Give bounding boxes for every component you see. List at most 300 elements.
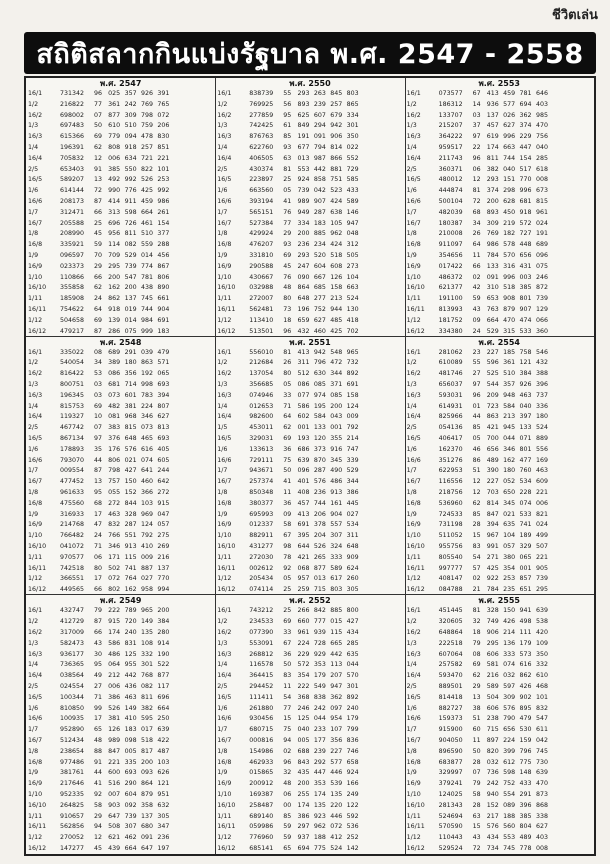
prize-number: 732 [346,359,359,367]
first-prize: 261880 [249,704,274,712]
prize-number: 79 [472,780,481,788]
prize-number: 291 [519,790,532,798]
first-prize: 211743 [438,154,463,162]
prize-number: 042 [313,187,326,195]
draw-row [406,844,593,853]
prize-number: 44 [93,456,102,464]
prize-number: 479 [519,715,532,723]
draw-row [27,283,214,294]
draw-date: 1/6 [406,704,417,712]
prize-number: 388 [535,370,548,378]
draw-row [216,456,403,467]
draw-row [216,121,403,132]
prize-number: 635 [503,521,516,529]
prize-number: 547 [124,273,137,281]
prize-number: 064 [108,661,121,669]
prize-number: 969 [140,510,153,518]
first-prize: 565151 [249,208,274,216]
prize-number: 729 [346,165,359,173]
prize-number: 246 [535,273,548,281]
first-prize: 479217 [59,327,85,335]
first-prize: 429924 [249,230,274,238]
prize-number: 12 [472,176,481,184]
prize-number: 472 [330,359,343,367]
prize-number: 221 [108,758,121,766]
prize-number: 200 [124,284,137,292]
prize-number: 81 [472,607,481,615]
prize-number: 378 [313,521,326,529]
prize-number: 865 [346,100,359,108]
first-prize: 119327 [59,413,85,421]
first-prize: 582473 [59,639,85,647]
prize-number: 685 [313,284,326,292]
draw-date: 16/8 [28,241,43,249]
prize-number: 996 [503,273,516,281]
prize-number: 831 [124,639,137,647]
first-prize: 882727 [438,704,463,712]
prize-number: 427 [346,618,359,626]
prize-number: 892 [346,370,359,378]
prize-number: 214 [346,435,359,443]
first-prize: 100935 [59,715,85,723]
prize-number: 221 [157,154,170,162]
prize-number: 571 [157,359,170,367]
prize-number: 811 [140,693,153,701]
draw-date: 16/3 [28,650,43,658]
prize-number: 71 [93,693,102,701]
prize-number: 24 [93,295,102,303]
draw-date: 16/11 [406,305,425,313]
prize-number: 498 [519,618,532,626]
draw-date: 1/2 [28,359,39,367]
prize-number: 87 [93,618,102,626]
prize-number: 510 [140,230,153,238]
first-prize: 294452 [249,682,274,690]
first-prize: 009554 [59,467,85,475]
prize-number: 24 [93,532,102,540]
prize-number: 59 [283,834,292,842]
prize-number: 334 [346,111,359,119]
draw-date: 16/8 [28,499,43,507]
prize-number: 025 [108,90,121,97]
draw-row [216,369,403,380]
prize-number: 403 [535,834,548,842]
prize-number: 246 [297,704,310,712]
draw-row [216,229,403,240]
prize-number: 59 [93,241,102,249]
prize-number: 577 [330,758,343,766]
prize-number: 929 [313,650,326,658]
prize-number: 328 [486,607,499,615]
draw-row [27,671,214,682]
prize-number: 62 [472,672,481,680]
prize-number: 332 [140,650,153,658]
prize-number: 190 [157,650,170,658]
prize-number: 85 [283,812,292,820]
prize-number: 908 [503,295,516,303]
first-prize: 268812 [249,650,274,658]
draw-row [216,89,403,100]
first-prize: 480012 [438,176,463,184]
draw-date: 16/3 [28,133,43,141]
year-panel [216,595,403,853]
prize-number: 784 [486,251,499,259]
prize-number: 526 [140,176,153,184]
prize-number: 376 [108,435,121,443]
prize-number: 939 [313,628,326,636]
prize-number: 291 [124,348,137,356]
draw-row [216,704,403,715]
prize-number: 792 [140,532,153,540]
prize-number: 346 [108,543,121,551]
prize-number: 089 [503,801,516,809]
prize-number: 550 [124,165,137,173]
prize-number: 233 [313,726,326,734]
draw-date: 16/7 [28,219,43,227]
prize-number: 752 [313,305,326,313]
prize-number: 618 [535,165,548,173]
draw-date: 16/10 [28,284,47,292]
prize-number: 507 [535,543,548,551]
prize-number: 090 [297,273,310,281]
prize-number: 68 [472,208,481,216]
prize-number: 044 [503,435,516,443]
draw-row [27,768,214,779]
prize-number: 881 [330,165,343,173]
prize-number: 427 [124,467,137,475]
prize-number: 104 [503,532,516,540]
prize-number: 193 [297,435,310,443]
prize-number: 851 [157,143,170,151]
first-prize: 731342 [59,90,85,97]
prize-number: 739 [124,812,137,820]
draw-date: 16/2 [217,628,232,636]
prize-number: 79 [93,607,102,615]
prize-number: 183 [157,327,170,335]
first-prize: 911097 [438,241,463,249]
prize-number: 125 [124,650,137,658]
prize-number: 648 [346,543,359,551]
prize-number: 546 [535,348,548,356]
draw-row [406,175,593,186]
prize-number: 663 [503,143,516,151]
draw-date: 1/7 [217,726,228,734]
prize-number: 815 [124,424,137,432]
first-prize: 444874 [438,187,463,195]
prize-number: 179 [313,672,326,680]
prize-number: 789 [124,607,137,615]
prize-number: 371 [330,381,343,389]
draw-date: 1/9 [217,251,228,259]
prize-number: 425 [330,327,343,335]
draw-row [27,208,214,219]
year-title: พ.ศ. 2554 [478,337,520,347]
draw-row [27,165,214,176]
prize-number: 257 [330,100,343,108]
prize-number: 486 [330,478,343,486]
prize-number: 135 [140,628,153,636]
prize-number: 11 [472,251,481,259]
prize-number: 148 [519,769,532,777]
draw-row [216,660,403,671]
prize-number: 445 [346,499,359,507]
draw-date: 1/7 [406,467,417,475]
prize-number: 67 [283,639,292,647]
prize-number: 424 [330,241,343,249]
draw-date: 16/9 [217,780,232,788]
draw-date: 1/10 [406,273,421,281]
prize-number: 044 [313,715,326,723]
prize-number: 426 [519,682,532,690]
prize-number: 489 [519,834,532,842]
first-prize: 012337 [249,521,274,529]
prize-number: 334 [297,219,310,227]
draw-row [406,251,593,262]
draw-date: 1/12 [28,834,43,842]
prize-number: 91 [93,758,102,766]
prize-number: 260 [346,575,359,583]
prize-number: 65 [93,726,102,734]
draw-date: 16/6 [217,715,232,723]
prize-number: 924 [346,769,359,777]
first-prize: 614144 [59,187,85,195]
draw-row [406,89,593,100]
prize-number: 647 [140,844,153,852]
prize-number: 068 [297,564,310,572]
draw-row [216,358,403,369]
prize-number: 605 [157,456,170,464]
prize-number: 169 [535,456,548,464]
prize-number: 344 [346,478,359,486]
prize-number: 69 [93,133,102,141]
prize-number: 10 [93,413,102,421]
draw-date: 16/10 [28,801,47,809]
prize-number: 757 [108,478,121,486]
draw-date: 1/12 [217,316,232,324]
first-prize: 936177 [59,650,85,658]
prize-number: 307 [330,532,343,540]
draw-row [27,833,214,844]
prize-number: 67 [472,90,481,97]
first-prize: 910657 [59,812,85,820]
prize-number: 94 [283,736,292,744]
prize-number: 377 [157,230,170,238]
prize-number: 679 [330,111,343,119]
prize-number: 641 [140,467,153,475]
prize-number: 53 [93,370,102,378]
prize-number: 77 [283,704,292,712]
prize-number: 129 [535,305,548,313]
prize-number: 814 [330,143,343,151]
prize-number: 307 [124,823,137,831]
first-prize: 562856 [59,823,85,831]
prize-number: 526 [313,543,326,551]
prize-number: 014 [140,251,153,259]
prize-number: 382 [140,704,153,712]
prize-number: 627 [157,413,170,421]
prize-number: 122 [346,801,359,809]
draw-date: 16/5 [28,435,43,443]
draw-row [216,154,403,165]
prize-number: 81 [472,187,481,195]
prize-number: 180 [503,467,516,475]
prize-number: 66 [93,586,102,594]
draw-date: 16/10 [406,543,425,551]
prize-number: 923 [313,812,326,820]
prize-number: 200 [297,780,310,788]
prize-number: 689 [535,241,548,249]
draw-row [406,316,593,327]
prize-number: 552 [346,154,359,162]
draw-date: 16/8 [217,499,232,507]
draw-date: 16/6 [217,197,232,205]
draw-date: 16/3 [28,391,43,399]
prize-number: 589 [486,682,499,690]
draw-row [216,639,403,650]
prize-number: 174 [297,801,310,809]
prize-number: 234 [313,241,326,249]
draw-row [406,714,593,725]
draw-date: 1/4 [406,143,417,151]
prize-number: 290 [124,780,137,788]
first-prize: 648864 [438,628,463,636]
draw-date: 16/5 [28,693,43,701]
draw-row [27,747,214,758]
draw-row [406,165,593,176]
first-prize: 540054 [59,359,85,367]
prize-number: 96 [283,327,292,335]
prize-number: 694 [297,844,310,852]
prize-number: 551 [124,532,137,540]
prize-number: 749 [486,618,499,626]
prize-number: 570 [503,251,516,259]
prize-number: 739 [535,575,548,583]
prize-number: 487 [157,747,170,755]
prize-number: 435 [297,769,310,777]
prize-number: 130 [346,305,359,313]
prize-number: 074 [140,456,153,464]
prize-number: 065 [157,370,170,378]
publisher-logo: ชีวิตเล่น [552,8,598,23]
first-prize: 217646 [59,780,85,788]
prize-number: 460 [313,327,326,335]
prize-number: 082 [140,682,153,690]
prize-number: 277 [313,295,326,303]
first-prize: 032988 [249,284,274,292]
prize-number: 200 [330,402,343,410]
prize-number: 174 [108,628,121,636]
prize-number: 940 [486,790,499,798]
draw-row [406,273,593,284]
prize-number: 677 [297,143,310,151]
draw-row [216,585,403,594]
prize-number: 776 [124,187,137,195]
draw-date: 1/6 [217,187,228,195]
draw-row [216,564,403,575]
draw-date: 1/11 [28,553,43,561]
draw-row [216,790,403,801]
draw-row [27,143,214,154]
prize-number: 821 [535,510,548,518]
prize-number: 658 [346,758,359,766]
draw-row [406,358,593,369]
prize-number: 191 [297,133,310,141]
first-prize: 729111 [249,456,274,464]
first-prize: 815753 [59,402,85,410]
draw-date: 1/9 [217,769,228,777]
prize-number: 764 [124,575,137,583]
draw-date: 1/3 [28,639,39,647]
prize-number: 121 [519,359,532,367]
prize-number: 361 [503,359,516,367]
prize-number: 12 [93,834,102,842]
prize-number: 166 [346,780,359,788]
first-prize: 430667 [249,273,274,281]
prize-number: 642 [157,478,170,486]
draw-row [406,510,593,521]
draw-date: 1/5 [217,424,228,432]
draw-date: 16/8 [217,758,232,766]
first-prize: 159373 [438,715,463,723]
first-prize: 838739 [249,90,274,97]
draw-date: 16/2 [28,628,43,636]
prize-number: 485 [330,316,343,324]
prize-number: 915 [157,499,170,507]
prize-number: 272 [108,499,121,507]
prize-number: 390 [486,467,499,475]
prize-number: 180 [535,413,548,421]
prize-number: 42 [472,284,481,292]
draw-row [27,132,214,143]
draw-row [406,671,593,682]
prize-number: 560 [503,823,516,831]
draw-row [216,574,403,585]
prize-number: 091 [486,273,499,281]
first-prize: 185908 [59,295,85,303]
prize-number: 368 [297,693,310,701]
prize-number: 374 [519,122,532,130]
draw-row [27,606,214,617]
prize-number: 868 [535,801,548,809]
prize-number: 526 [108,704,121,712]
first-prize: 408147 [438,575,463,583]
draw-date: 16/7 [406,478,421,486]
prize-number: 862 [108,295,121,303]
prize-number: 02 [283,747,292,755]
prize-number: 08 [93,348,102,356]
prize-number: 646 [535,90,548,97]
prize-number: 83 [283,672,292,680]
draw-date: 1/11 [406,812,421,820]
prize-number: 904 [330,510,343,518]
prize-number: 021 [503,510,516,518]
prize-number: 91 [93,165,102,173]
first-prize: 663560 [249,187,274,195]
prize-number: 297 [297,823,310,831]
prize-number: 072 [157,111,170,119]
draw-row [27,240,214,251]
prize-number: 06 [472,165,481,173]
prize-number: 177 [313,736,326,744]
first-prize: 210008 [438,230,463,238]
prize-number: 951 [157,790,170,798]
prize-number: 653 [486,295,499,303]
prize-number: 338 [535,812,548,820]
first-prize: 754622 [59,305,85,313]
draw-row [27,369,214,380]
draw-row [27,305,214,316]
prize-number: 272 [157,489,170,497]
